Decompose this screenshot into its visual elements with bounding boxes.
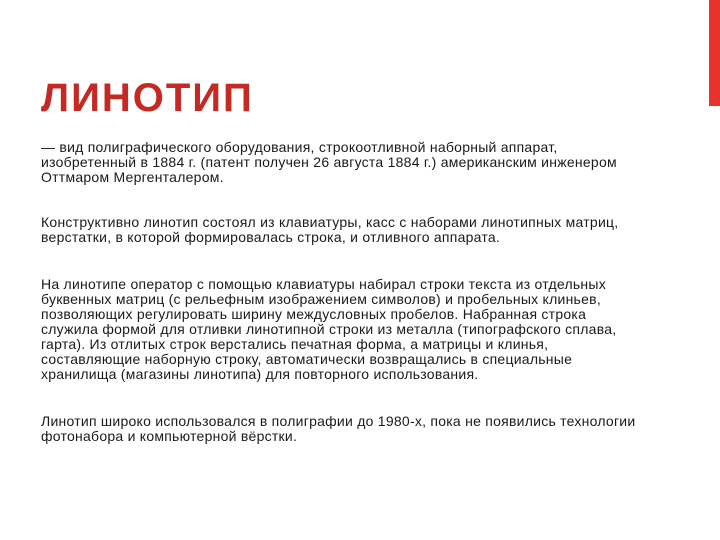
- accent-bar: [709, 0, 720, 106]
- slide-content: [41, 78, 641, 444]
- slide-title: ЛИНОТИП: [41, 76, 254, 120]
- paragraph-history: Линотип широко использовался в полиграфии до 1980-х, пока не появились технологии фотонабора и компьютерной вёрстки.: [41, 413, 636, 444]
- paragraph-operation: На линотипе оператор с помощью клавиатуры набирал строки текста из отдельных буквенных матриц (с рельефным изображением символов) и пробельных клиньев, позволяющих регулировать ширину междусловных пробелов. Набранная строка служила формой для отливки линотипной строки из металла (типографского сплава, гарта). Из отлитых строк верстались печатная форма, а матрицы и клинья, составляющие наборную строку, автоматически возвращались в специальные хранилища (магазины линотипа) для повторного использования.: [41, 276, 617, 382]
- paragraph-construction: Конструктивно линотип состоял из клавиатуры, касс с наборами линотипных матриц, верстатки, в которой формировалась строка, и отливного аппарата.: [41, 214, 619, 245]
- paragraph-definition: — вид полиграфического оборудования, строкоотливной наборный аппарат, изобретенный в 1884 г. (патент получен 26 августа 1884 г.) американским инженером Оттмаром Мергенталером.: [41, 139, 617, 185]
